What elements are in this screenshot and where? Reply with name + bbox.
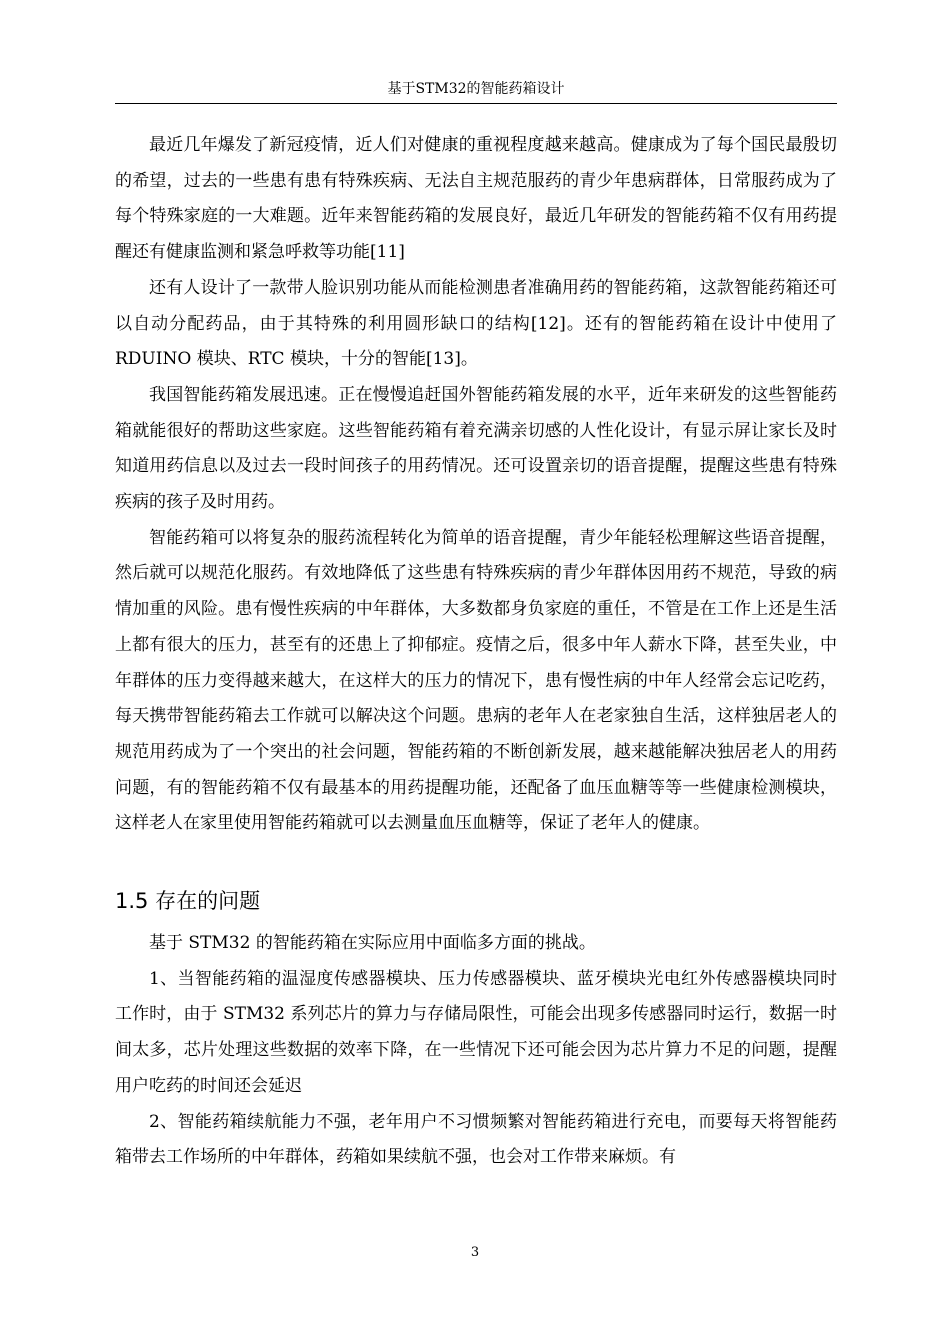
section-heading: 1.5 存在的问题 [115,889,261,914]
page-header-title: 基于STM32的智能药箱设计 [387,81,565,97]
section-intro-paragraph: 基于 STM32 的智能药箱在实际应用中面临多方面的挑战。 [149,933,596,954]
body-paragraph-1: 最近几年爆发了新冠疫情，近人们对健康的重视程度越来越高。健康成为了每个国民最殷切的希望，过去的一些患有患有特殊疾病、无法自主规范服药的青少年患病群体，日常服药成为了每个特殊家庭的一大难题。近年来智能药箱的发展良好，最近几年研发的智能药箱不仅有用药提醒还有健康监测和紧急呼救等功能[11] [115,135,837,263]
page-number: 3 [470,1245,480,1260]
header-divider [115,103,837,104]
problem-item-2: 2、智能药箱续航能力不强，老年用户不习惯频繁对智能药箱进行充电，而要每天将智能药箱带去工作场所的中年群体，药箱如果续航不强，也会对工作带来麻烦。有 [115,1111,837,1168]
body-paragraph-4: 智能药箱可以将复杂的服药流程转化为简单的语音提醒，青少年能轻松理解这些语音提醒，然后就可以规范化服药。有效地降低了这些患有特殊疾病的青少年群体因用药不规范，导致的病情加重的风险。患有慢性疾病的中年群体，大多数都身负家庭的重任，不管是在工作上还是生活上都有很大的压力，甚至有的还患上了抑郁症。疫情之后，很多中年人薪水下降，甚至失业，中年群体的压力变得越来越大，在这样大的压力的情况下，患有慢性病的中年人经常会忘记吃药，每天携带智能药箱去工作就可以解决这个问题。患病的老年人在老家独自生活，这样独居老人的规范用药成为了一个突出的社会问题，智能药箱的不断创新发展，越来越能解决独居老人的用药问题，有的智能药箱不仅有最基本的用药提醒功能，还配备了血压血糖等等一些健康检测模块，这样老人在家里使用智能药箱就可以去测量血压血糖等，保证了老年人的健康。 [115,527,837,834]
document-body [115,128,837,1176]
body-paragraph-2: 还有人设计了一款带人脸识别功能从而能检测患者准确用药的智能药箱，这款智能药箱还可以自动分配药品，由于其特殊的利用圆形缺口的结构[12]。还有的智能药箱在设计中使用了 RDUINO 模块、RTC 模块，十分的智能[13]。 [115,277,837,370]
problem-item-1: 1、当智能药箱的温湿度传感器模块、压力传感器模块、蓝牙模块光电红外传感器模块同时工作时，由于 STM32 系列芯片的算力与存储局限性，可能会出现多传感器同时运行，数据一时间太多，芯片处理这些数据的效率下降，在一些情况下还可能会因为芯片算力不足的问题，提醒用户吃药的时间还会延迟 [115,968,837,1096]
body-paragraph-3: 我国智能药箱发展迅速。正在慢慢追赶国外智能药箱发展的水平，近年来研发的这些智能药箱就能很好的帮助这些家庭。这些智能药箱有着充满亲切感的人性化设计，有显示屏让家长及时知道用药信息以及过去一段时间孩子的用药情况。还可设置亲切的语音提醒，提醒这些患有特殊疾病的孩子及时用药。 [115,384,837,513]
